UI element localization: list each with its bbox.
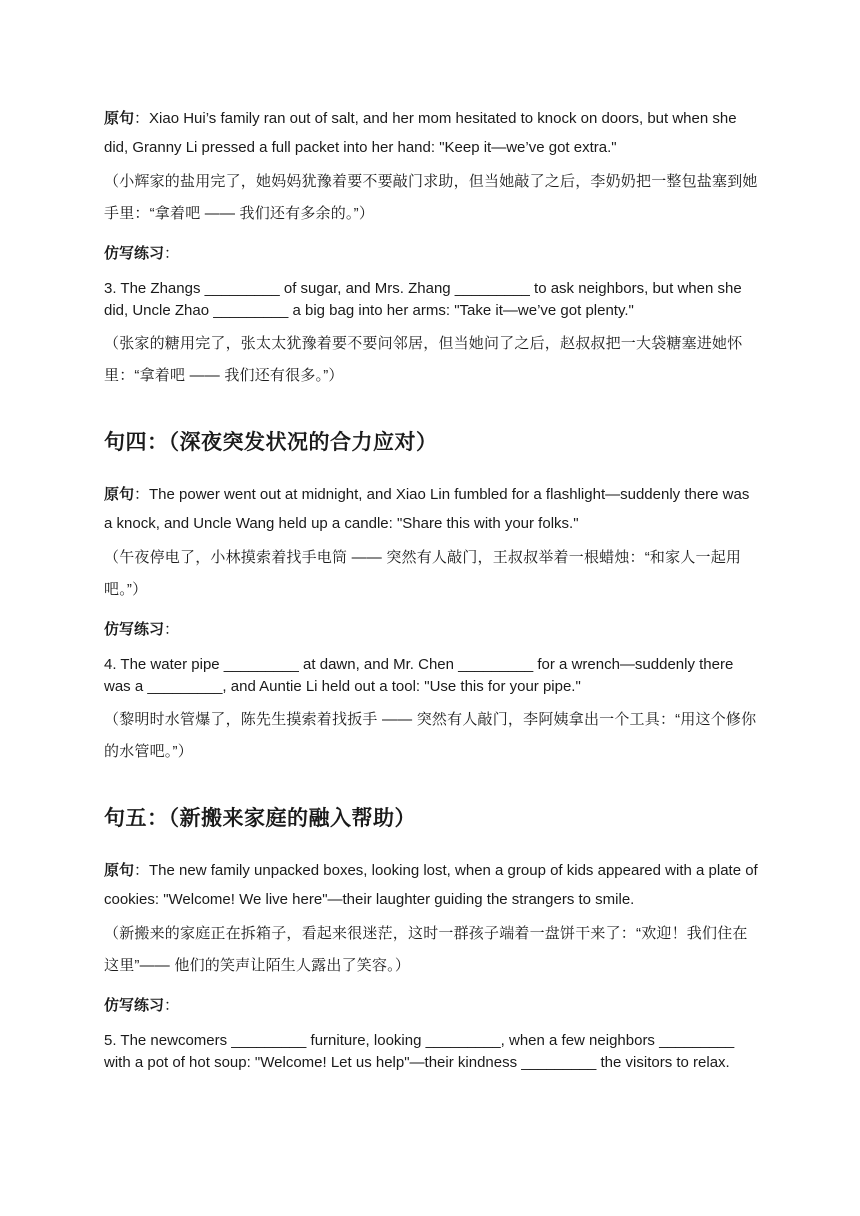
section-3 xyxy=(104,104,760,392)
practice-label: 仿写练习： xyxy=(104,997,180,1014)
original-label: 原句 xyxy=(104,110,135,127)
practice-label: 仿写练习： xyxy=(104,245,180,262)
original-sentence-en xyxy=(104,856,760,914)
original-text: ：Xiao Hui’s family ran out of salt, and her mom hesitated to knock on doors, but when she did, Granny Li pressed a full packet into her hand: "Keep it—we’ve got extra." xyxy=(104,110,737,156)
section-heading: 句五：（新搬来家庭的融入帮助） xyxy=(104,807,416,830)
practice-label: 仿写练习： xyxy=(104,621,180,638)
exercise-en: 3. The Zhangs _________ of sugar, and Mrs. Zhang _________ to ask neighbors, but when she did, Uncle Zhao _________ a big bag into her arms: "Take it—we’ve got plenty." xyxy=(104,280,742,319)
section-5 xyxy=(104,804,760,1074)
exercise-cn: （黎明时水管爆了，陈先生摸索着找扳手 —— 突然有人敲门，李阿姨拿出一个工具：“用这个修你的水管吧。”） xyxy=(104,711,757,760)
exercise-en: 4. The water pipe _________ at dawn, and Mr. Chen _________ for a wrench—suddenly there was a _________, and Auntie Li held out a tool: "Use this for your pipe." xyxy=(104,656,734,695)
exercise-cn: （张家的糖用完了，张太太犹豫着要不要问邻居，但当她问了之后，赵叔叔把一大袋糖塞进她怀里：“拿着吧 —— 我们还有很多。”） xyxy=(104,335,743,384)
original-sentence-en xyxy=(104,480,760,538)
section-heading: 句四：（深夜突发状况的合力应对） xyxy=(104,431,438,454)
original-sentence-cn: （新搬来的家庭正在拆箱子，看起来很迷茫，这时一群孩子端着一盘饼干来了：“欢迎！我们住在这里”—— 他们的笑声让陌生人露出了笑容。） xyxy=(104,925,748,974)
original-sentence-cn: （小辉家的盐用完了，她妈妈犹豫着要不要敲门求助，但当她敲了之后，李奶奶把一整包盐塞到她手里：“拿着吧 —— 我们还有多余的。”） xyxy=(104,173,758,222)
original-text: ：The new family unpacked boxes, looking lost, when a group of kids appeared with a plate of cookies: "Welcome! We live here"—their laughter guiding the strangers to smile. xyxy=(104,862,758,908)
original-label: 原句 xyxy=(104,862,135,879)
original-label: 原句 xyxy=(104,486,135,503)
exercise-en: 5. The newcomers _________ furniture, looking _________, when a few neighbors _________ with a pot of hot soup: "Welcome! Let us help"—their kindness _________ the visitors to relax. xyxy=(104,1032,735,1071)
original-sentence-en xyxy=(104,104,760,162)
original-text: ：The power went out at midnight, and Xiao Lin fumbled for a flashlight—suddenly there was a knock, and Uncle Wang held up a candle: "Share this with your folks." xyxy=(104,486,750,532)
original-sentence-cn: （午夜停电了，小林摸索着找手电筒 —— 突然有人敲门，王叔叔举着一根蜡烛：“和家人一起用吧。”） xyxy=(104,549,742,598)
section-4 xyxy=(104,428,760,768)
